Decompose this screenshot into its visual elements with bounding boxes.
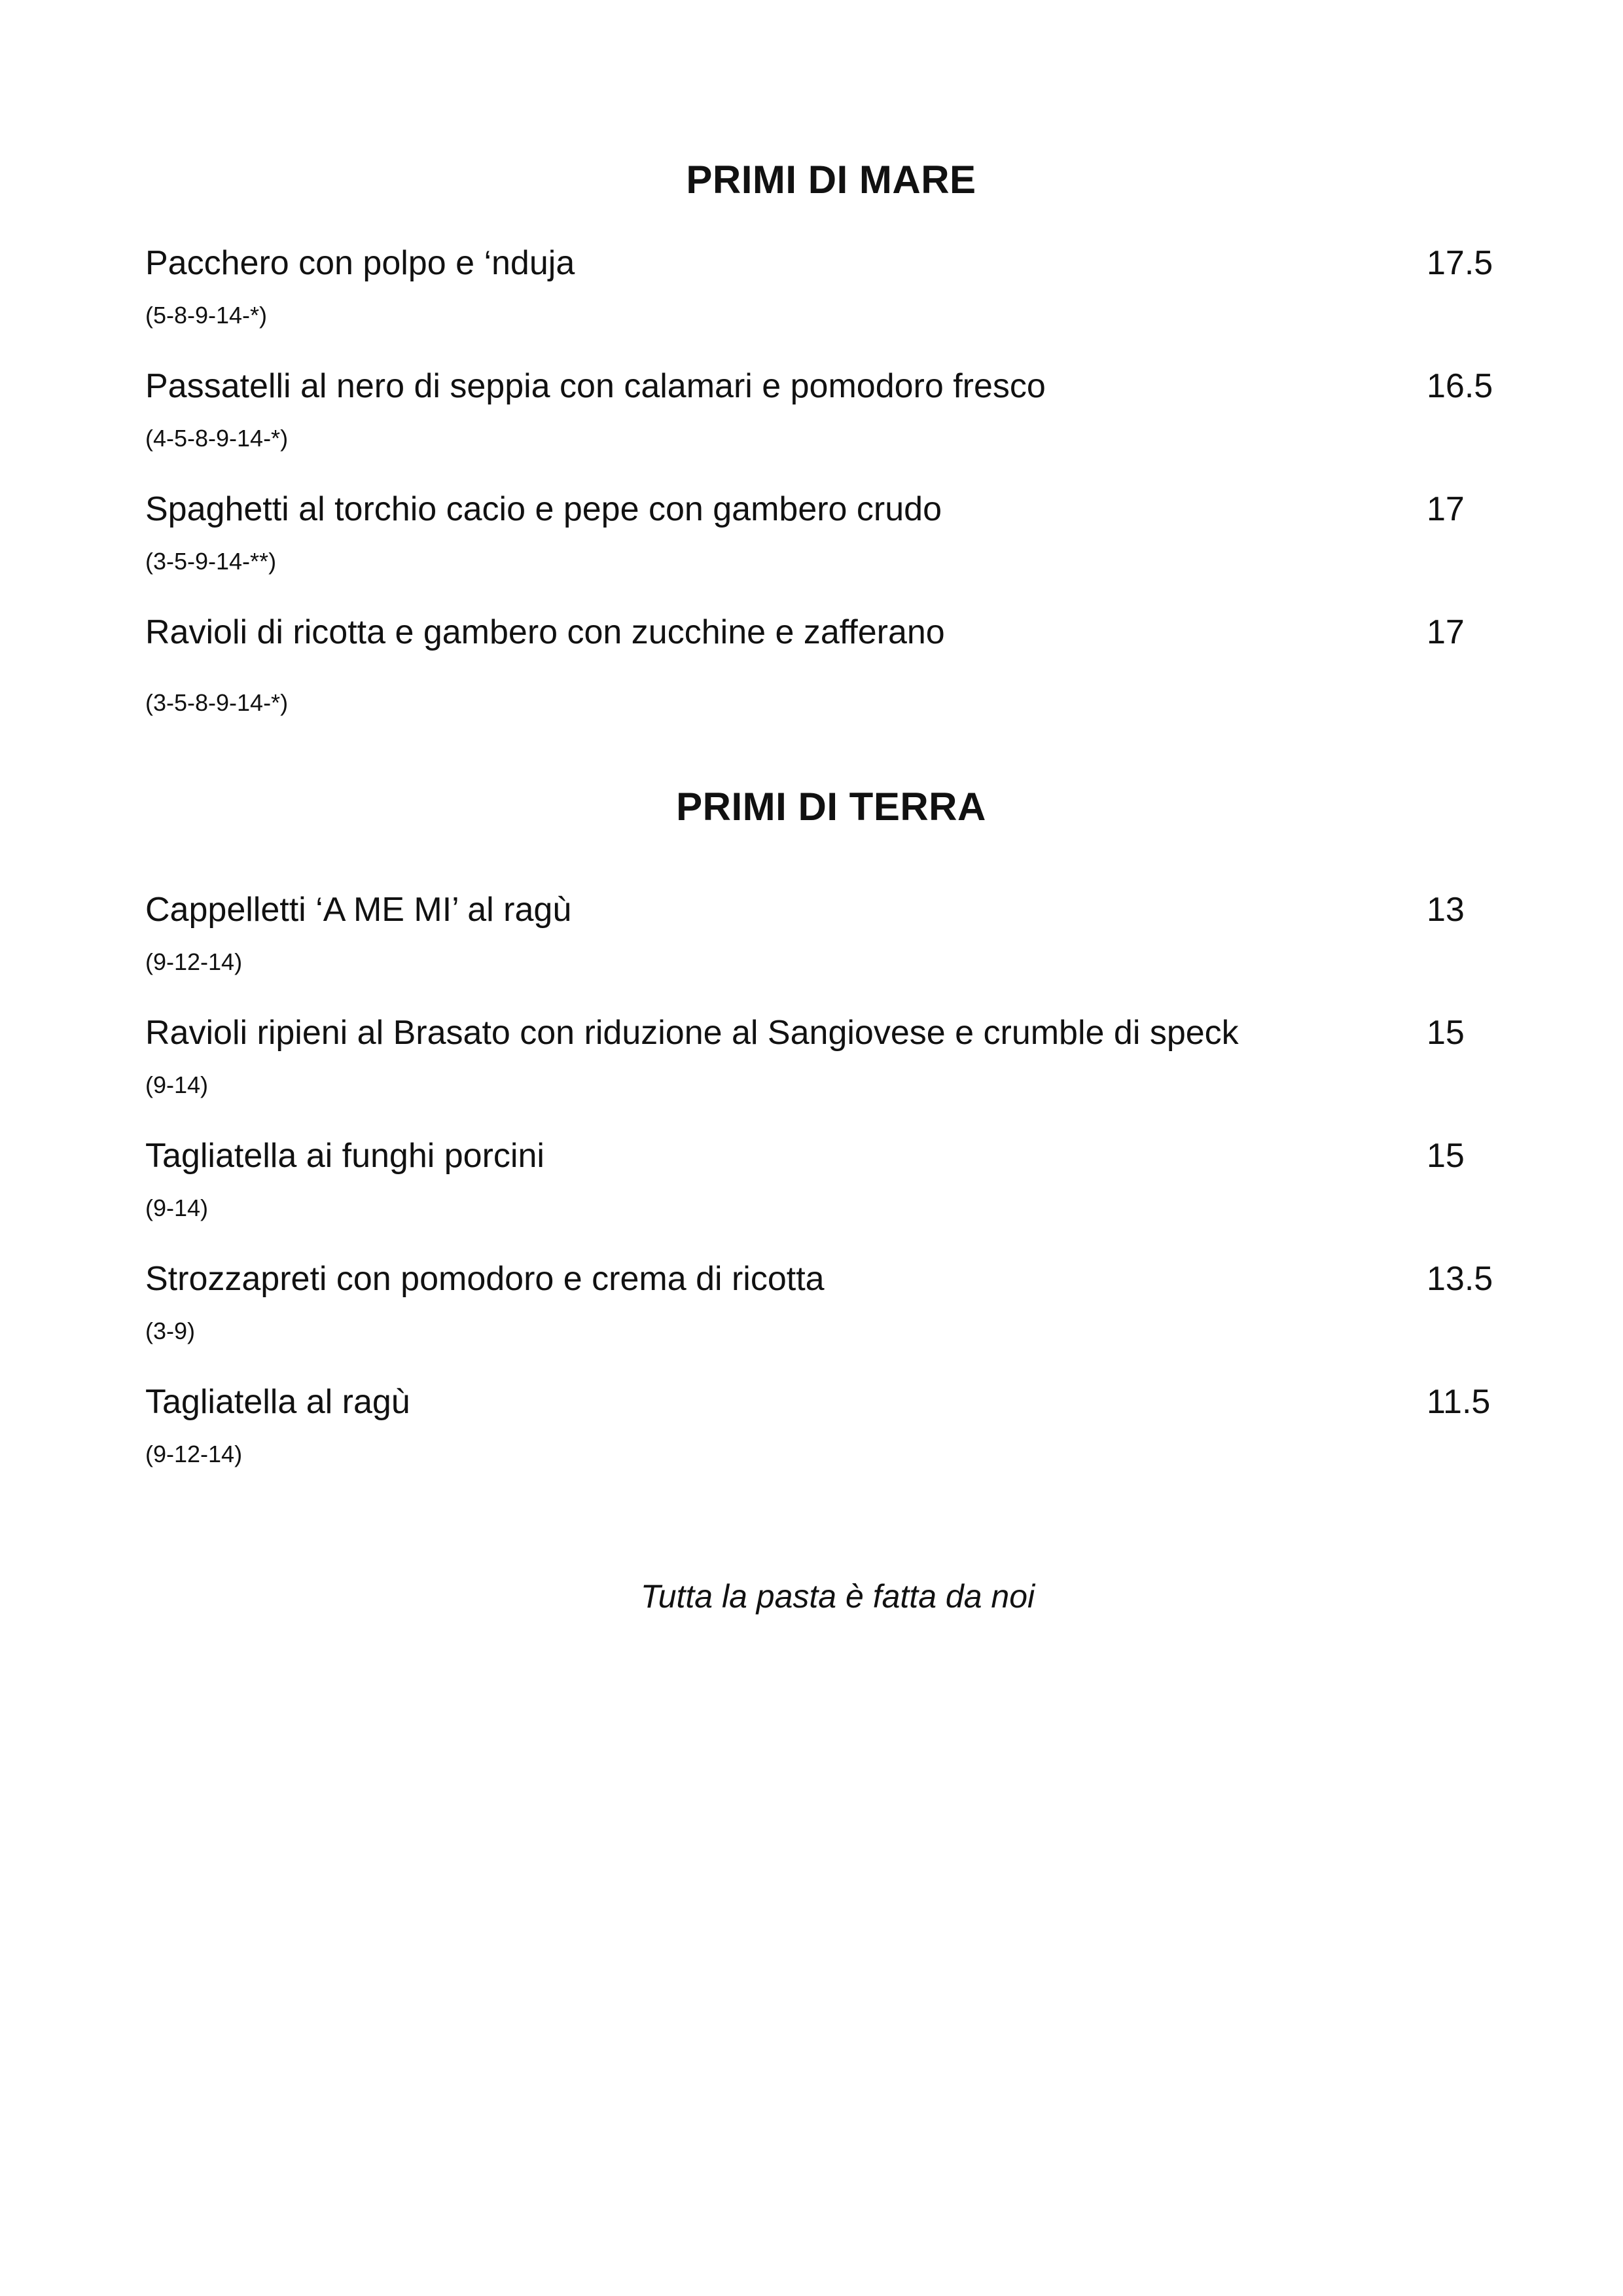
dish-price: 17	[1427, 613, 1465, 651]
dish-allergens: (9-12-14)	[145, 1441, 243, 1467]
dish-name: Pacchero con polpo e ‘nduja	[145, 244, 575, 282]
dish-allergens: (3-5-8-9-14-*)	[145, 689, 289, 716]
dish-name: Ravioli ripieni al Brasato con riduzione al Sangiovese e crumble di speck	[145, 1014, 1239, 1052]
dish-name: Strozzapreti con pomodoro e crema di ricotta	[145, 1260, 825, 1298]
dish-name: Passatelli al nero di seppia con calamari e pomodoro fresco	[145, 367, 1046, 405]
dish-price: 13	[1427, 891, 1465, 929]
footer-note: Tutta la pasta è fatta da noi	[640, 1578, 1035, 1615]
dish-allergens: (3-9)	[145, 1318, 196, 1344]
dish-price: 17	[1427, 490, 1465, 528]
dish-allergens: (3-5-9-14-**)	[145, 548, 277, 575]
dish-price: 17.5	[1427, 244, 1493, 282]
dish-name: Tagliatella ai funghi porcini	[145, 1137, 544, 1175]
dish-allergens: (9-12-14)	[145, 948, 243, 975]
dish-allergens: (5-8-9-14-*)	[145, 302, 268, 329]
dish-name: Cappelletti ‘A ME MI’ al ragù	[145, 891, 572, 929]
dish-allergens: (9-14)	[145, 1194, 209, 1221]
dish-name: Spaghetti al torchio cacio e pepe con gambero crudo	[145, 490, 942, 528]
dish-price: 11.5	[1427, 1383, 1491, 1421]
dish-price: 13.5	[1427, 1260, 1493, 1298]
dish-price: 16.5	[1427, 367, 1493, 405]
section-title-primi-di-mare: PRIMI DI MARE	[686, 158, 976, 202]
dish-price: 15	[1427, 1137, 1465, 1175]
dish-allergens: (9-14)	[145, 1071, 209, 1098]
dish-name: Ravioli di ricotta e gambero con zucchine e zafferano	[145, 613, 945, 651]
section-title-primi-di-terra: PRIMI DI TERRA	[676, 785, 986, 829]
dish-allergens: (4-5-8-9-14-*)	[145, 425, 289, 452]
dish-name: Tagliatella al ragù	[145, 1383, 410, 1421]
dish-price: 15	[1427, 1014, 1465, 1052]
